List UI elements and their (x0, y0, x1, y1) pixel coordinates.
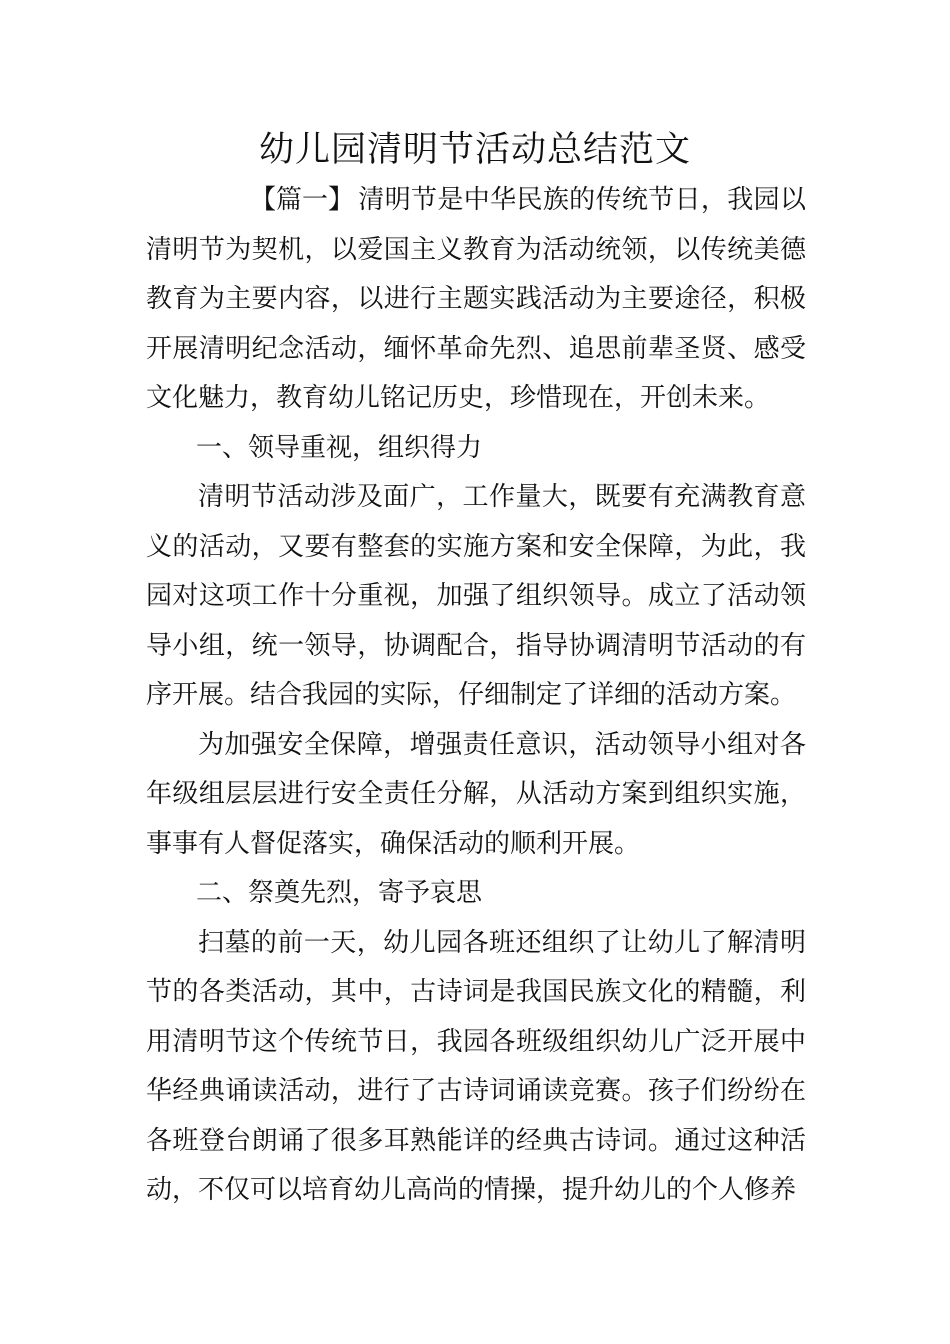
section-heading-1: 一、领导重视，组织得力 (196, 432, 483, 463)
paragraph-5: 扫墓的前一天，幼儿园各班还组织了让幼儿了解清明节的各类活动，其中，古诗词是我国民族文化的精髓，利用清明节这个传统节日，我园各班级组织幼儿广泛开展中华经典诵读活动，进行了古诗词诵读竞赛。孩子们纷纷在各班登台朗诵了很多耳熟能详的经典古诗词。通过这种活动，不仅可以培育幼儿高尚的情操，提升幼儿的个人修养 (146, 927, 806, 1205)
document-body (146, 176, 806, 1216)
paragraph-intro (146, 176, 806, 424)
paragraph-intro-text: 清明节是中华民族的传统节日，我园以清明节为契机，以爱国主义教育为活动统领，以传统美德教育为主要内容，以进行主题实践活动为主要途径，积极开展清明纪念活动，缅怀革命先烈、追思前辈圣贤、感受文化魅力，教育幼儿铭记历史，珍惜现在，开创未来。 (146, 185, 806, 413)
section-heading-2: 二、祭奠先烈，寄予哀思 (196, 878, 483, 908)
section-tag: 【篇一】 (250, 185, 355, 215)
paragraph-3: 为加强安全保障，增强责任意识，活动领导小组对各年级组层层进行安全责任分解，从活动方案到组织实施，事事有人督促落实，确保活动的顺利开展。 (146, 729, 806, 859)
paragraph-2: 清明节活动涉及面广，工作量大，既要有充满教育意义的活动，又要有整套的实施方案和安全保障，为此，我园对这项工作十分重视，加强了组织领导。成立了活动领导小组，统一领导，协调配合，指导协调清明节活动的有序开展。结合我园的实际，仔细制定了详细的活动方案。 (146, 482, 806, 710)
document-title: 幼儿园清明节活动总结范文 (258, 130, 691, 170)
